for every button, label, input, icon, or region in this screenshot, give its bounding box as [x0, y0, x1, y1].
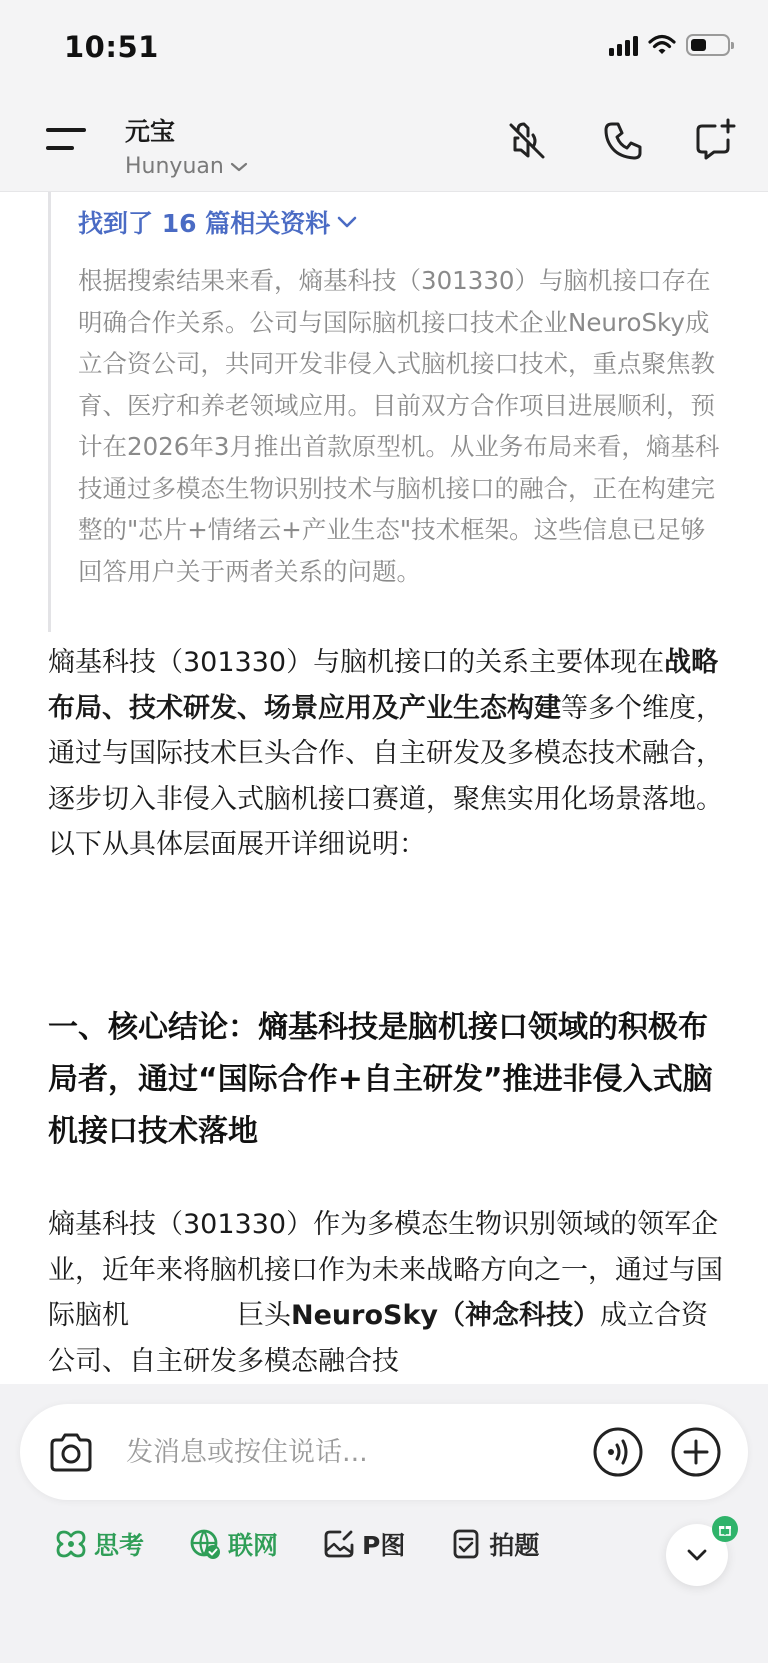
chevron-down-icon [686, 1548, 708, 1562]
image-edit-label: P图 [362, 1531, 406, 1560]
cellular-signal-icon [609, 34, 638, 56]
answer-intro [48, 640, 728, 868]
sources-toggle[interactable] [78, 204, 728, 240]
image-edit-button[interactable] [322, 1526, 405, 1562]
answer-paragraph [48, 1202, 728, 1384]
plus-icon[interactable] [670, 1426, 722, 1478]
photo-question-label: 拍题 [489, 1531, 540, 1560]
question-scan-icon [449, 1527, 483, 1561]
battery-icon [686, 34, 730, 56]
phone-icon[interactable] [598, 116, 648, 166]
model-name: Hunyuan [125, 154, 224, 179]
collapse-toolbar-button[interactable] [666, 1524, 728, 1586]
web-search-label: 联网 [228, 1531, 279, 1560]
paragraph-part3: 成立合资公司、自主研发多模态融合技 [48, 1300, 708, 1377]
answer-intro-part1: 熵基科技（301330）与脑机接口的关系主要体现在 [48, 647, 665, 678]
app-title: 元宝 [125, 117, 176, 146]
paragraph-part2: 巨头 [237, 1300, 291, 1331]
reasoning-block [48, 192, 728, 632]
paragraph-bold: NeuroSky（神念科技） [291, 1300, 600, 1331]
chevron-down-icon [230, 161, 248, 173]
globe-check-icon [188, 1527, 222, 1561]
section-heading: 一、核心结论：熵基科技是脑机接口领域的积极布局者，通过“国际合作+自主研发”推进非侵入式脑机接口技术落地 [48, 1010, 713, 1149]
answer-intro-bold: 战略布局、技术研发、场景应用及产业生态构建 [48, 647, 719, 724]
status-time: 10:51 [64, 30, 159, 64]
web-search-toggle[interactable] [188, 1526, 278, 1562]
new-chat-icon[interactable] [690, 116, 740, 166]
wifi-icon [648, 34, 676, 56]
mute-icon[interactable] [502, 116, 552, 166]
bottom-panel [0, 1384, 768, 1663]
think-toggle[interactable] [54, 1526, 144, 1562]
app-title-block [125, 112, 248, 179]
think-label: 思考 [94, 1531, 145, 1560]
voice-mode-icon[interactable] [592, 1426, 644, 1478]
top-bar [0, 0, 768, 192]
paragraph-hidden [129, 1300, 237, 1331]
gift-badge-icon [712, 1516, 738, 1542]
chevron-down-icon [336, 215, 358, 229]
chat-content[interactable] [0, 192, 768, 1384]
message-input[interactable] [126, 1426, 566, 1478]
model-selector[interactable] [125, 154, 248, 179]
answer-intro-part2: 等多个维度，通过与国际技术巨头合作、自主研发及多模态技术融合，逐步切入非侵入式脑机接口赛道，聚焦实用化场景落地。以下从具体层面展开详细说明： [48, 692, 723, 860]
camera-icon[interactable] [46, 1428, 96, 1478]
message-composer [20, 1404, 748, 1500]
status-icons [609, 34, 730, 56]
photo-question-button[interactable] [449, 1526, 539, 1562]
reasoning-text: 根据搜索结果来看，熵基科技（301330）与脑机接口存在明确合作关系。公司与国际脑机接口技术企业NeuroSky成立合资公司，共同开发非侵入式脑机接口技术，重点聚焦教育、医疗和养老领域应用。目前双方合作项目进展顺利，预计在2026年3月推出首款原型机。从业务布局来看，熵基科技通过多模态生物识别技术与脑机接口的融合，正在构建完整的"芯片+情绪云+产业生态"技术框架。这些信息已足够回答用户关于两者关系的问题。 [78, 266, 720, 586]
paragraph-part1: 熵基科技（301330）作为多模态生物识别领域的领军企业，近年来将脑机接口作为未来战略方向之一，通过与国际脑机 [48, 1209, 723, 1331]
deep-think-icon [54, 1527, 88, 1561]
sources-label: 找到了 16 篇相关资料 [78, 209, 331, 238]
feature-toolbar [54, 1526, 583, 1562]
image-edit-icon [322, 1527, 356, 1561]
hamburger-menu-icon[interactable] [46, 122, 88, 156]
